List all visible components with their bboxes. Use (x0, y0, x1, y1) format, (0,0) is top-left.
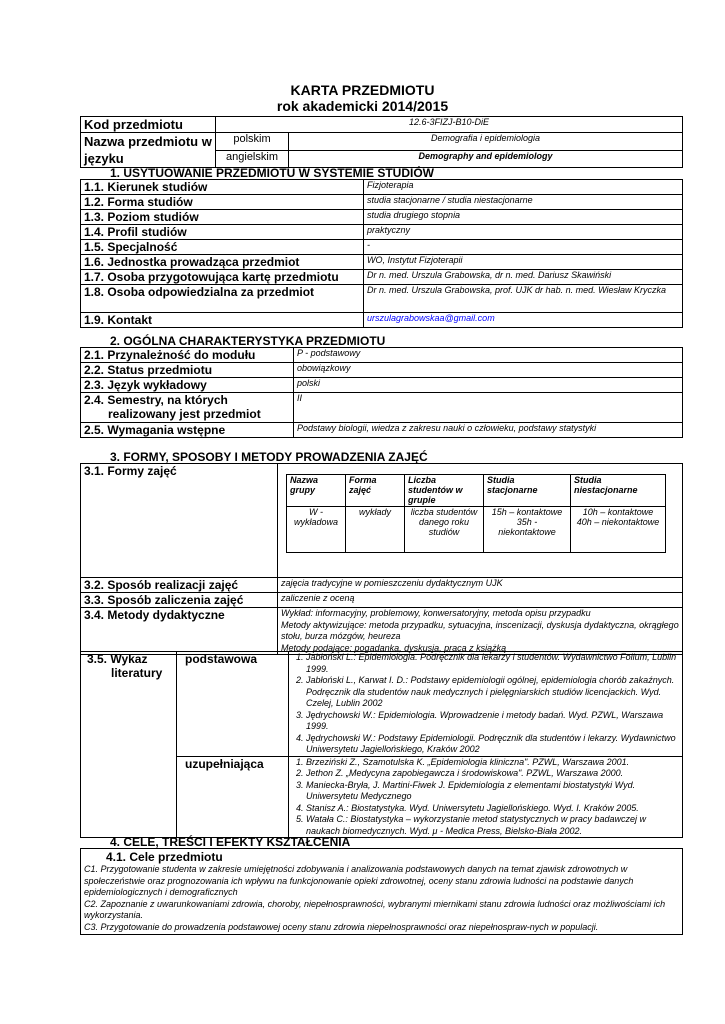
wykaz-label-2: literatury (111, 666, 163, 680)
section1-row (81, 270, 683, 285)
metody-line-3: Metody podające: pogadanka, dyskusja, praca z książką (281, 642, 507, 653)
kod-value: 12.6-3FIZJ-B10-DiE (216, 117, 683, 133)
formy-cell (278, 464, 683, 578)
uzupelniajaca-item: 3. Maniecka-Bryła, J. Martini-Fiwek J. Epidemiologia z elementami biostatystyki Wyd. Uniwersytetu Medycznego (306, 780, 679, 803)
s2-label-5: 2.5. Wymagania wstępne (81, 423, 294, 438)
s1-value: - (364, 240, 683, 255)
kod-label: Kod przedmiotu (81, 117, 216, 133)
td-stacjonarne: 15h – kontaktowe 35h - niekontaktowe (484, 507, 571, 553)
contact-email[interactable]: urszulagrabowskaa@gmail.com (367, 313, 495, 323)
metody-value (278, 608, 683, 655)
section1-row (81, 313, 683, 328)
wykaz-label-1: 3.5. Wykaz (87, 652, 148, 666)
td-niestacjonarne: 10h – kontaktowe 40h – niekontaktowe (571, 507, 666, 553)
podstawowa-list (289, 652, 683, 757)
cele-label: 4.1. Cele przedmiotu (106, 850, 223, 864)
cele-item: C3. Przygotowanie do prowadzenia podstawowej oceny stanu zdrowia niepełnosprawności oraz niepełnospraw-nych w populacji. (84, 921, 599, 932)
s1-value: studia drugiego stopnia (364, 210, 683, 225)
section1-heading: 1. USYTUOWANIE PRZEDMIOTU W SYSTEMIE STUDIÓW (110, 166, 435, 180)
s1-value: praktyczny (364, 225, 683, 240)
podstawowa-item: 2. Jabłoński L., Karwat I. D.: Podstawy epidemiologii ogólnej, epidemiologia chorób zakaźnych. Podręcznik dla studentów nauk medycznych i pielęgniarskich studiów licencjackich. Wyd. Czelej, Lublin 2002 (306, 675, 679, 710)
s1-value: studia stacjonarne / studia niestacjonarne (364, 195, 683, 210)
uzupelniajaca-item: 4. Stanisz A.: Biostatystyka. Wyd. Uniwersytetu Jagiellońskiego. Wyd. I. Kraków 2005. (306, 803, 679, 815)
header-table (80, 116, 683, 168)
polskim-label: polskim (216, 133, 289, 151)
s2-label-4a: 2.4. Semestry, na których (84, 393, 228, 407)
s1-label: 1.3. Poziom studiów (81, 210, 364, 225)
zaliczenie-value: zaliczenie z oceną (278, 593, 683, 608)
sposob-label: 3.2. Sposób realizacji zajęć (81, 578, 278, 593)
s1-label: 1.7. Osoba przygotowująca kartę przedmiotu (81, 270, 364, 285)
s2-value-1: P - podstawowy (294, 348, 683, 363)
podstawowa-label: podstawowa (177, 652, 289, 757)
section1-table (80, 179, 683, 328)
s1-label: 1.6. Jednostka prowadząca przedmiot (81, 255, 364, 270)
s1-label: 1.8. Osoba odpowiedzialna za przedmiot (81, 285, 364, 313)
wykaz-label (81, 652, 177, 838)
podstawowa-item: 4. Jędrychowski W.: Podstawy Epidemiologii. Podręcznik dla studentów i lekarzy. Wydawnictwo Uniwersytetu Jagiellońskiego, Kraków 2002 (306, 733, 679, 756)
polskim-value: Demografia i epidemiologia (289, 133, 683, 151)
s2-label-2: 2.2. Status przedmiotu (81, 363, 294, 378)
s2-label-4 (81, 393, 294, 423)
td-liczba: liczba studentów danego roku studiów (405, 507, 484, 553)
metody-label: 3.4. Metody dydaktyczne (81, 608, 278, 655)
contact-email-link (364, 313, 683, 328)
uzupelniajaca-item: 5. Watała C.: Biostatystyka – wykorzystanie metod statystycznych w pracy badawczej w naukach biomedycznych. Wyd. μ - Medica Press, Bielsko-Biała 2002. (306, 814, 679, 837)
uzupelniajaca-label: uzupełniająca (177, 756, 289, 838)
s1-value: Fizjoterapia (364, 180, 683, 195)
section1-row (81, 195, 683, 210)
section3-heading: 3. FORMY, SPOSOBY I METODY PROWADZENIA ZAJĘĆ (110, 450, 428, 464)
s1-value: Dr n. med. Urszula Grabowska, prof. UJK dr hab. n. med. Wiesław Kryczka (364, 285, 683, 313)
angielskim-value: Demography and epidemiology (289, 150, 683, 168)
page-subtitle: rok akademicki 2014/2015 (276, 98, 449, 114)
podstawowa-item: 1. Jabłoński L.: Epidemiologia. Podręcznik dla lekarzy i studentów. Wydawnictwo Folium, Lublin 1999. (306, 652, 679, 675)
s1-label: 1.4. Profil studiów (81, 225, 364, 240)
s2-value-2: obowiązkowy (294, 363, 683, 378)
formy-inner-table (286, 474, 666, 553)
s2-value-4: II (294, 393, 683, 423)
section4-heading: 4. CELE, TREŚCI I EFEKTY KSZTAŁCENIA (110, 835, 351, 849)
section1-row (81, 180, 683, 195)
angielskim-label: angielskim (216, 150, 289, 168)
uzupelniajaca-item: 1. Brzeziński Z., Szamotulska K. „Epidemiologia kliniczna". PZWL, Warszawa 2001. (306, 757, 679, 769)
zaliczenie-label: 3.3. Sposób zaliczenia zajęć (81, 593, 278, 608)
td-forma: wykłady (346, 507, 405, 553)
section1-row (81, 225, 683, 240)
th-stacjonarne: Studia stacjonarne (484, 475, 571, 507)
section4-table (80, 848, 683, 935)
section2-table (80, 347, 683, 438)
metody-line-1: Wykład: informacyjny, problemowy, konwersatoryjny, metoda opisu przypadku (281, 608, 591, 618)
cele-item: C1. Przygotowanie studenta w zakresie umiejętności zdobywania i analizowania podstawowych danych na temat zjawisk zdrowotnych w społeczeństwie oraz prognozowania ich wpływu na funkcjonowanie opieki zdrowotnej, oceny stanu zdrowia ludności na podstawie danych epidemiologicznych i demograficznych (84, 864, 634, 897)
s2-label-3: 2.3. Język wykładowy (81, 378, 294, 393)
s1-label: 1.2. Forma studiów (81, 195, 364, 210)
s2-label-1: 2.1. Przynależność do modułu (81, 348, 294, 363)
sposob-value: zajęcia tradycyjne w pomieszczeniu dydaktycznym UJK (278, 578, 683, 593)
uzupelniajaca-item: 2. Jethon Z. „Medycyna zapobiegawcza i środowiskowa". PZWL, Warszawa 2000. (306, 768, 679, 780)
th-niestacjonarne: Studia niestacjonarne (571, 475, 666, 507)
section1-row (81, 255, 683, 270)
cele-cell (81, 849, 683, 935)
th-liczba: Liczba studentów w grupie (405, 475, 484, 507)
podstawowa-item: 3. Jędrychowski W.: Epidemiologia. Wprowadzenie i metody badań. Wyd. PZWL, Warszawa 1999. (306, 710, 679, 733)
cele-item: C2. Zapoznanie z uwarunkowaniami zdrowia, choroby, niepełnosprawności, wybranymi miernikami stanu zdrowia ludności oraz możliwościami ich wykorzystania. (84, 898, 666, 920)
s1-label: 1.5. Specjalność (81, 240, 364, 255)
s1-label: 1.9. Kontakt (81, 313, 364, 328)
s2-value-3: polski (294, 378, 683, 393)
section1-row (81, 210, 683, 225)
section1-row (81, 240, 683, 255)
s1-value: Dr n. med. Urszula Grabowska, dr n. med. Dariusz Skawiński (364, 270, 683, 285)
s1-value: WO, Instytut Fizjoterapii (364, 255, 683, 270)
td-nazwa: W - wykładowa (287, 507, 346, 553)
s2-label-4b: realizowany jest przedmiot (108, 407, 261, 421)
page-title: KARTA PRZEDMIOTU (290, 82, 435, 98)
literature-table (80, 651, 683, 838)
section3-table (80, 463, 683, 655)
uzupelniajaca-list (289, 756, 683, 838)
formy-label: 3.1. Formy zajęć (81, 464, 278, 578)
section1-row (81, 285, 683, 313)
th-nazwa: Nazwa grupy (287, 475, 346, 507)
metody-line-2: Metody aktywizujące: metoda przypadku, sytuacyjna, inscenizacji, dyskusja dydaktyczna, okrągłego stołu, burza mózgów, heureza (281, 619, 679, 641)
section2-heading: 2. OGÓLNA CHARAKTERYSTYKA PRZEDMIOTU (110, 334, 386, 348)
nazwa-label: Nazwa przedmiotu w języku (81, 133, 216, 168)
s1-label: 1.1. Kierunek studiów (81, 180, 364, 195)
th-forma: Forma zajęć (346, 475, 405, 507)
s2-value-5: Podstawy biologii, wiedza z zakresu nauki o człowieku, podstawy statystyki (294, 423, 683, 438)
